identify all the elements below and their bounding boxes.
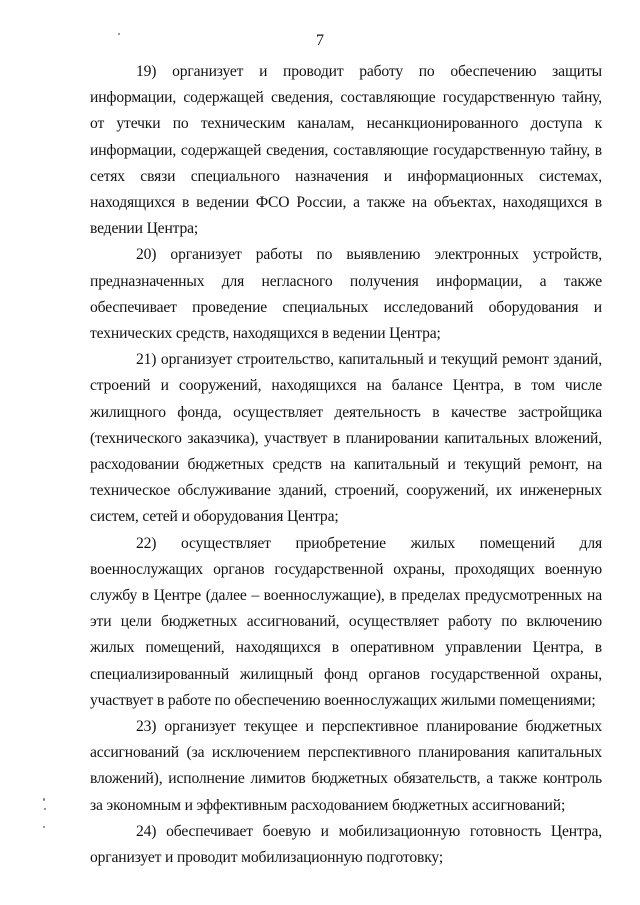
scan-speck: [44, 808, 46, 810]
paragraph-item-24: 24) обеспечивает боевую и мобилизационную готовность Центра, организует и проводит мобилизационную подготовку;: [90, 822, 602, 867]
paragraph-item-22: 22) осуществляет приобретение жилых помещений для военнослужащих органов государственной охраны, проходящих военную службу в Центре (далее – военнослужащие), в пределах предусмотренных на эти цели бюджетных ассигнований, осуществляет работу по включению жилых помещений, находящихся в оперативном управлении Центра, в специализированный жилищный фонд органов государственной охраны, участвует в работе по обеспечению военнослужащих жилыми помещениями;: [90, 534, 602, 709]
paragraph-item-19: 19) организует и проводит работу по обеспечению защиты информации, содержащей сведения, составляющие государственную тайну, от утечки по техническим каналам, несанкционированного доступа к информации, содержащей сведения, составляющие государственную тайну, в сетях связи специального назначения и информационных системах, находящихся в ведении ФСО России, а также на объектах, находящихся в ведении Центра;: [90, 63, 602, 238]
paragraph-item-20: 20) организует работы по выявлению электронных устройств, предназначенных для негласного получения информации, а также обеспечивает проведение специальных исследований оборудования и технических средств, находящихся в ведении Центра;: [90, 246, 602, 343]
scan-speck: [43, 826, 45, 828]
page-number: 7: [316, 32, 324, 49]
scan-speck: [43, 798, 45, 801]
document-body: [90, 59, 602, 871]
paragraph-item-21: 21) организует строительство, капитальный и текущий ремонт зданий, строений и сооружений, находящихся на балансе Центра, в том числе жилищного фонда, осуществляет деятельность в качестве застройщика (технического заказчика), участвует в планировании капитальных вложений, расходовании бюджетных средств на капитальный и текущий ремонт, на техническое обслуживание зданий, строений, сооружений, их инженерных систем, сетей и оборудования Центра;: [90, 351, 602, 526]
paragraph-item-23: 23) организует текущее и перспективное планирование бюджетных ассигнований (за исключением перспективного планирования капитальных вложений), исполнение лимитов бюджетных обязательств, а также контроль за экономным и эффективным расходованием бюджетных ассигнований;: [90, 718, 602, 814]
